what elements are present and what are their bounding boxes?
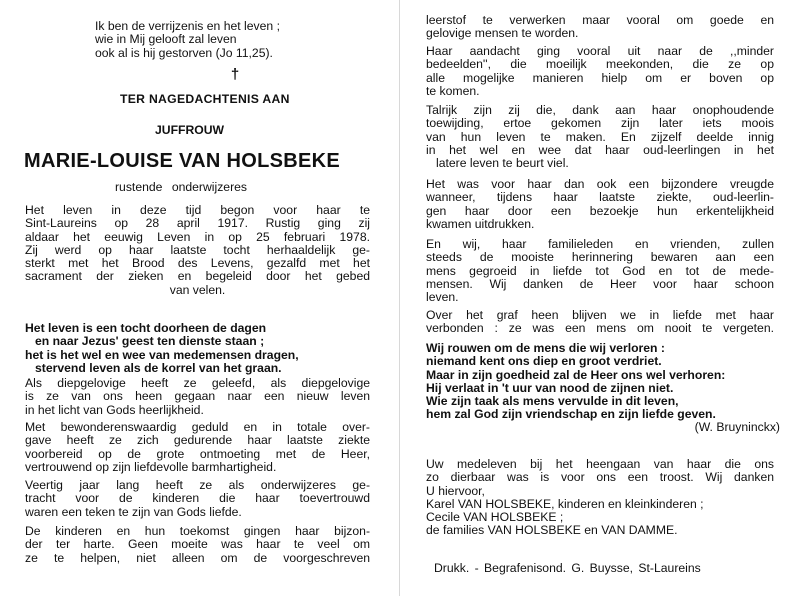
- text-line: ze te helpen, niet alleen om de voorgeschreven: [25, 550, 370, 565]
- text-line: in het licht van Gods heerlijkheid.: [25, 402, 204, 417]
- mourning-poem: [426, 342, 778, 422]
- bio-line: aldaar het eeuwig Leven in op 25 februari 1978.: [25, 229, 370, 244]
- text-line: in het wel en wee dat haar oud-leerlingen in het: [426, 142, 774, 157]
- text-line: wanneer, tijdens haar laatste ziekte, oud-leerlin-: [426, 190, 774, 205]
- paragraph-faith: [25, 377, 370, 417]
- occupation: rustende onderwijzeres: [115, 180, 248, 194]
- paragraph-lessons: [426, 14, 774, 41]
- text-line: Als diepgelovige heeft ze geleefd, als diepgelovige: [25, 376, 370, 390]
- poem-line: Hij verlaat in 't uur van nood de zijnen niet.: [426, 380, 674, 395]
- text-line: zo dierbaar was is voor ons een troost. Wij danken: [426, 470, 774, 485]
- bio-line: Zij werd op haar laatste tocht herhaaldelijk ge-: [25, 242, 370, 257]
- text-line: alle mogelijke manieren hielp om er boven op: [426, 70, 774, 85]
- text-line: Haar aandacht ging vooral uit naar de ,,minder: [426, 44, 774, 58]
- text-line: Cecile VAN HOLSBEKE ;: [426, 510, 564, 525]
- text-line: van hun leven te maken. En zijzelf deelde innig: [426, 129, 774, 144]
- text-line: mens gegroeid in liefde tot God en tot de mede-: [426, 263, 774, 278]
- poem-line: het is het wel en wee van medemensen dragen,: [25, 347, 299, 362]
- text-line: toewijding, ertoe gekomen zijn later iets moois: [426, 116, 774, 131]
- poem-line: niemand kent ons diep en groot verdriet.: [426, 354, 662, 369]
- text-line: mensen. Wij danken de Heer voor haar schoon: [426, 276, 774, 291]
- bio-line: Het leven in deze tijd begon voor haar te: [25, 203, 370, 217]
- text-line: voorbereid op de grote ontmoeting met de Heer,: [25, 446, 370, 461]
- text-line: waren een teken te zijn van Gods liefde.: [25, 504, 242, 519]
- text-line: Met bewonderenswaardig geduld en in totale over-: [25, 420, 370, 434]
- text-line: En wij, haar familieleden en vrienden, zullen: [426, 237, 774, 251]
- paragraph-attention: [426, 45, 774, 98]
- text-line: Talrijk zijn zij die, dank aan haar onophoudende: [426, 103, 774, 117]
- poem: [25, 322, 375, 375]
- bio-line: sacrament der zieken en begeleid door het gebed: [25, 269, 370, 284]
- right-page: [400, 0, 800, 596]
- text-line: Karel VAN HOLSBEKE, kinderen en kleinkinderen ;: [426, 496, 704, 511]
- memorial-heading: TER NAGEDACHTENIS AAN: [120, 92, 290, 106]
- text-line: tracht voor de kinderen die haar toevertrouwd: [25, 491, 370, 506]
- poem-line: Maar in zijn goedheid zal de Heer ons wel verhoren:: [426, 367, 726, 382]
- thanks-note: [426, 458, 774, 538]
- quote-line: wie in Mij gelooft zal leven: [95, 32, 237, 47]
- poem-line: Wij rouwen om de mens die wij verloren :: [426, 341, 665, 355]
- poem-line: en naar Jezus' geest ten dienste staan ;: [35, 334, 265, 349]
- text-line: gave heeft ze zich gedurende haar laatste ziekte: [25, 433, 370, 448]
- text-line: gen haar door een bezoekje hun erkentelijkheid: [426, 203, 774, 218]
- text-line: leerstof te verwerken maar vooral om goede en: [426, 13, 774, 27]
- text-line: bedeelden'', die moeilijk meekonden, die ze op: [426, 57, 774, 72]
- text-line: leven.: [426, 290, 459, 305]
- text-line: latere leven te beurt viel.: [436, 156, 569, 171]
- text-line: verbonden : ze was een mens om nooit te vergeten.: [426, 321, 774, 336]
- paragraph-devotion: [426, 104, 774, 170]
- paragraph-joy: [426, 178, 774, 231]
- text-line: steeds de mooiste herinnering bewaren aan een: [426, 250, 774, 265]
- cross-icon: †: [230, 66, 240, 83]
- text-line: is ze van ons heen gegaan naar een nieuw leven: [25, 389, 370, 404]
- text-line: Veertig jaar lang heeft ze als onderwijzeres ge-: [25, 478, 370, 492]
- bio-line: van velen.: [169, 282, 226, 297]
- text-line: Over het graf heen blijven we in liefde met haar: [426, 308, 774, 322]
- paragraph-grave: [426, 309, 774, 336]
- text-line: vertrouwend op zijn liefdevolle barmhartigheid.: [25, 459, 277, 474]
- text-line: kwamen uitdrukken.: [426, 216, 535, 231]
- text-line: U hiervoor,: [426, 483, 485, 498]
- poem-author: (W. Bruyninckx): [694, 420, 780, 434]
- paragraph-teacher: [25, 479, 370, 519]
- bible-quote: [95, 20, 370, 60]
- poem-line: Wie zijn taak als mens vervulde in dit leven,: [426, 394, 679, 409]
- honorific: JUFFROUW: [155, 123, 225, 137]
- biography: [25, 204, 370, 297]
- paragraph-family: [426, 238, 774, 304]
- text-line: der ter harte. Geen moeite was haar te veel om: [25, 537, 370, 552]
- deceased-name: MARIE-LOUISE VAN HOLSBEKE: [24, 150, 341, 172]
- poem-line: Het leven is een tocht doorheen de dagen: [25, 321, 267, 335]
- paragraph-children: [25, 525, 370, 565]
- poem-line: stervend leven als de korrel van het graan.: [35, 360, 282, 375]
- text-line: de families VAN HOLSBEKE en VAN DAMME.: [426, 523, 678, 538]
- quote-line: ook al is hij gestorven (Jo 11,25).: [95, 45, 273, 60]
- text-line: gelovige mensen te worden.: [426, 26, 579, 41]
- bio-line: Sint-Laureins op 28 april 1917. Rustig ging zij: [25, 216, 370, 231]
- text-line: Uw medeleven bij het heengaan van haar die ons: [426, 457, 774, 471]
- quote-line: Ik ben de verrijzenis en het leven ;: [95, 19, 280, 33]
- text-line: te komen.: [426, 83, 480, 98]
- text-line: Het was voor haar dan ook een bijzondere vreugde: [426, 177, 774, 191]
- poem-line: hem zal God zijn vriendschap en zijn liefde geven.: [426, 407, 716, 422]
- bio-line: sterkt met het Brood des Levens, gezalfd met het: [25, 256, 370, 271]
- printer-credit: Drukk. - Begrafenisond. G. Buysse, St-Laureins: [434, 561, 701, 575]
- paragraph-patience: [25, 421, 370, 474]
- text-line: De kinderen en hun toekomst gingen haar bijzon-: [25, 524, 370, 538]
